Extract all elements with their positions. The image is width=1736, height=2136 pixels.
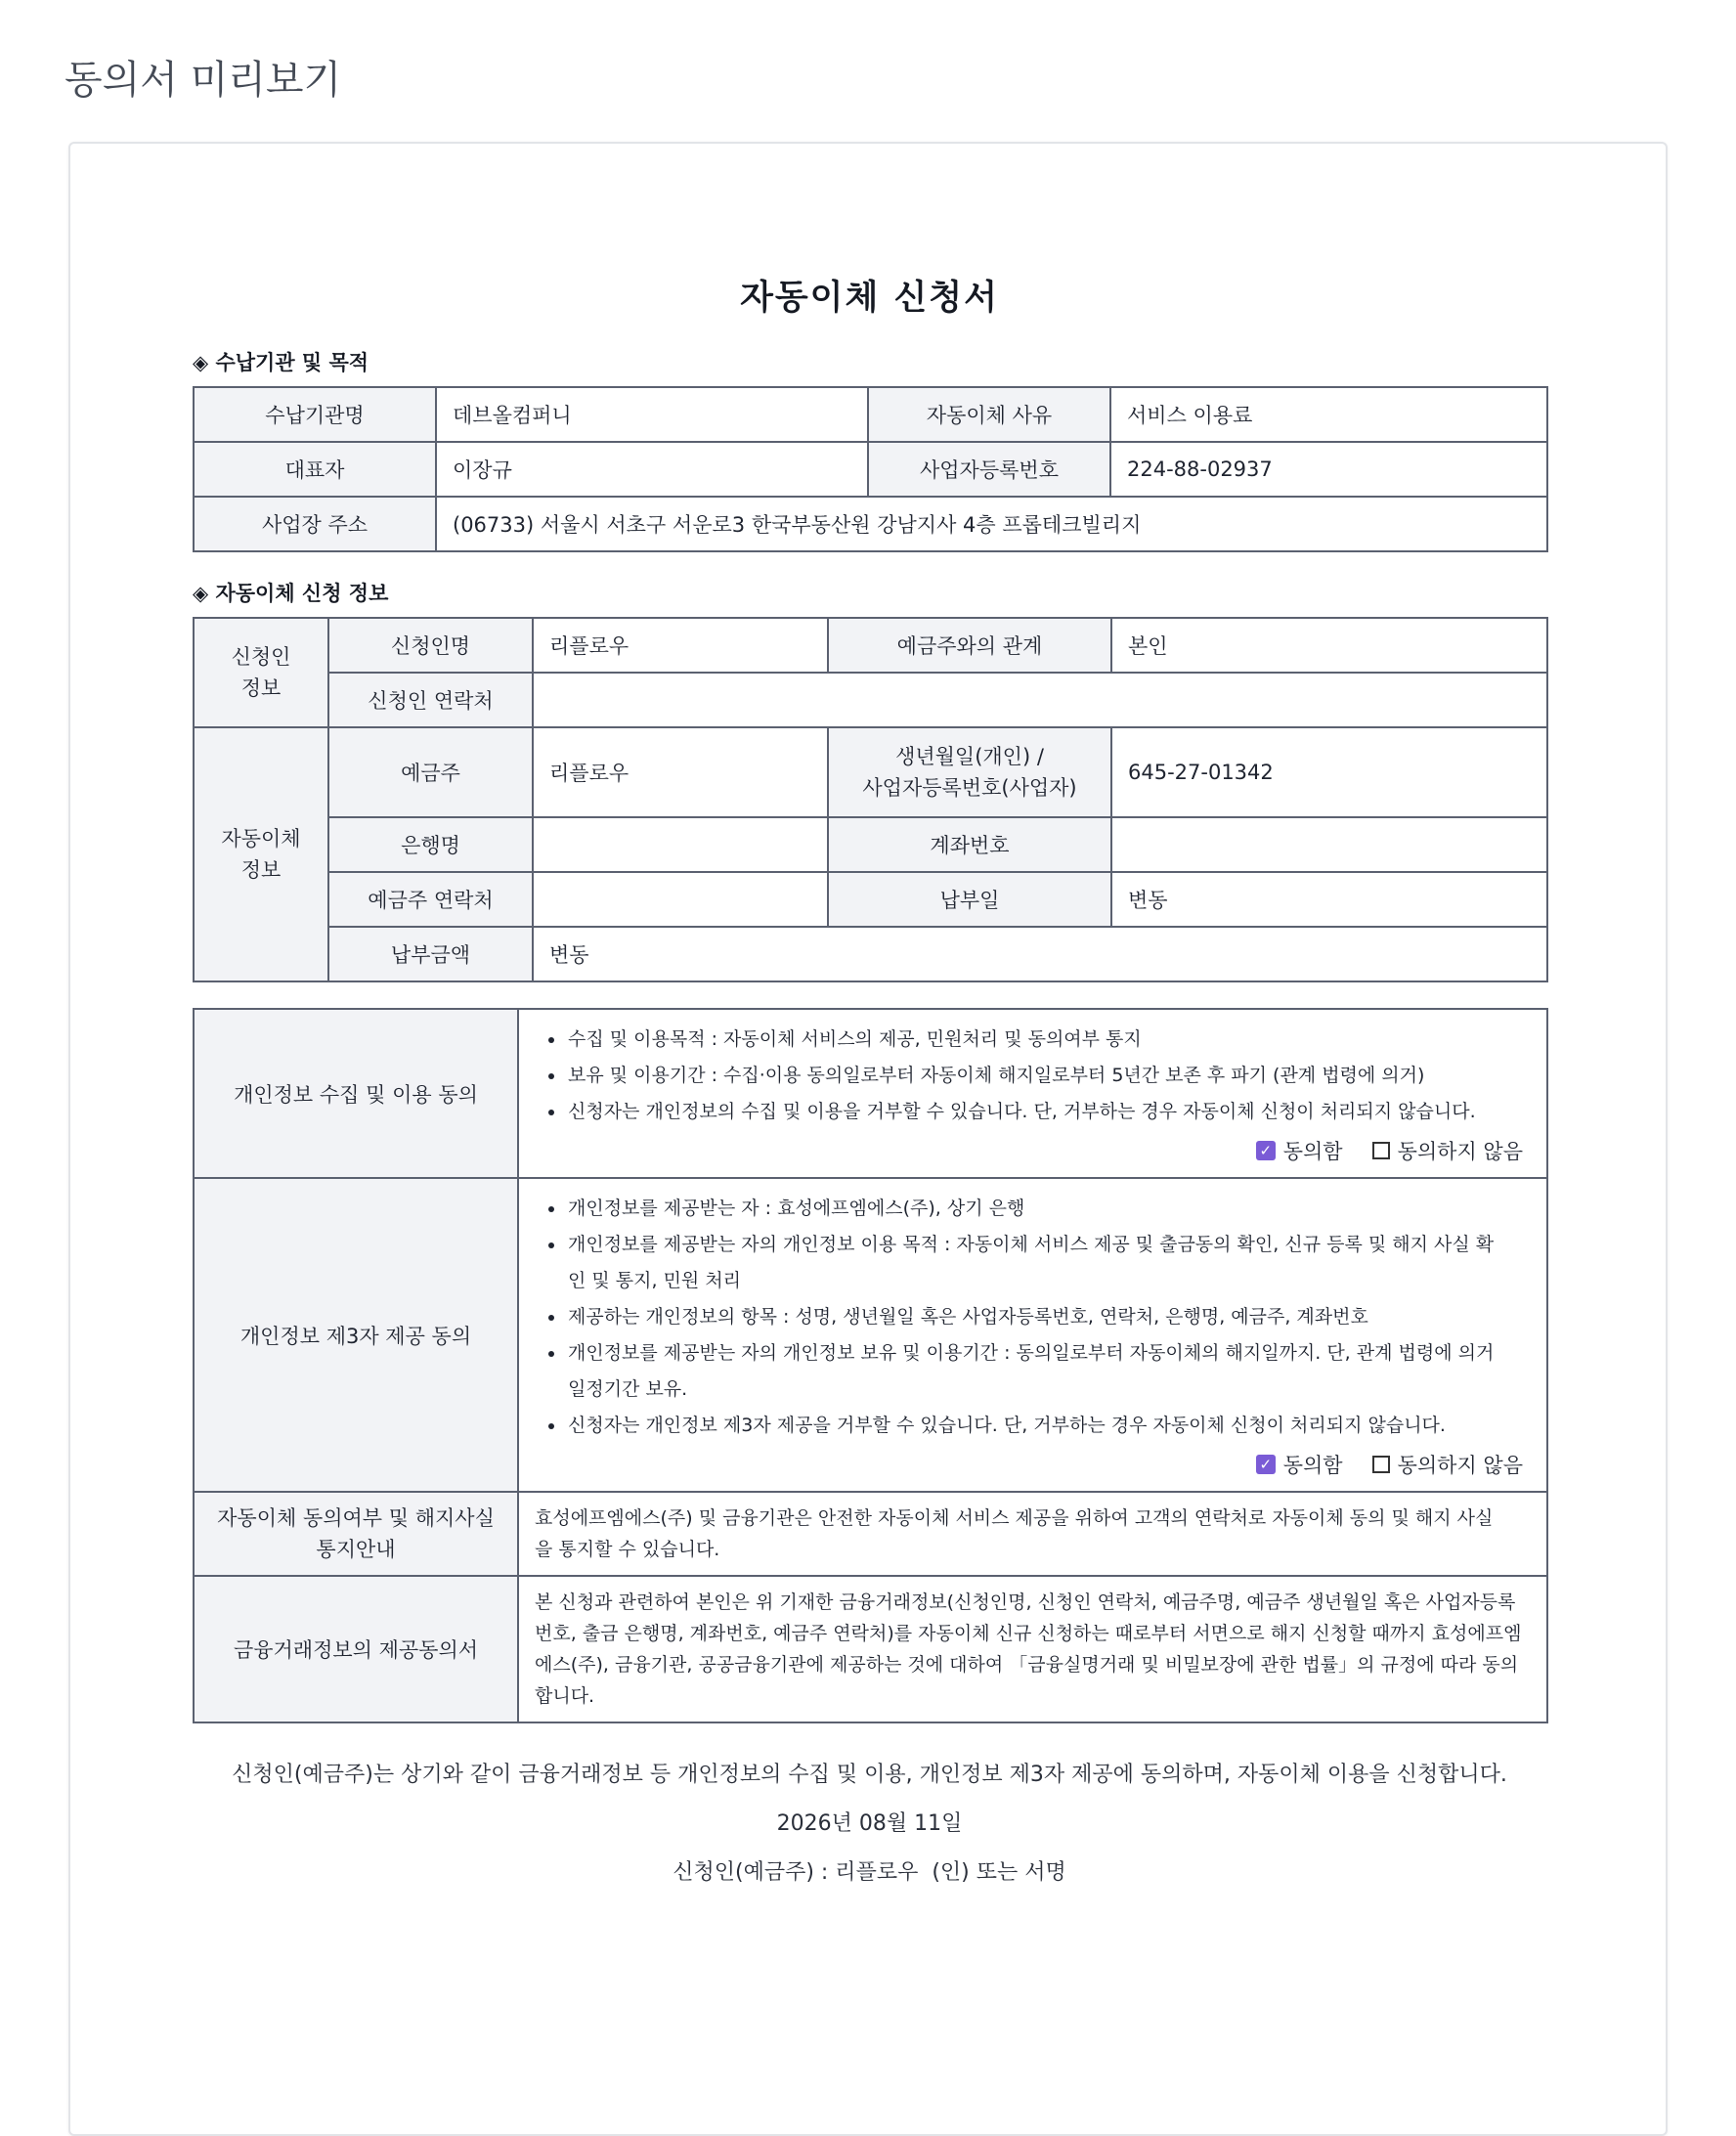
- agree-label: 동의함: [1282, 1140, 1343, 1163]
- rep-value: 이장규: [436, 442, 868, 497]
- third-party-consent-label: 개인정보 제3자 제공 동의: [194, 1178, 518, 1492]
- transfer-group-label: 자동이체 정보: [194, 727, 328, 981]
- bizno-label: 사업자등록번호: [868, 442, 1110, 497]
- section-heading-transfer: ◈ 자동이체 신청 정보: [193, 582, 389, 605]
- birth-value: 645-27-01342: [1111, 727, 1547, 817]
- amount-value: 변동: [533, 927, 1547, 981]
- finance-consent-label: 금융거래정보의 제공동의서: [194, 1576, 518, 1722]
- bank-label: 은행명: [328, 817, 533, 872]
- list-item: • 수집 및 이용목적 : 자동이체 서비스의 제공, 민원처리 및 동의여부 통지: [566, 1022, 1546, 1058]
- applicant-contact-label: 신청인 연락처: [328, 673, 533, 727]
- list-item: • 제공하는 개인정보의 항목 : 성명, 생년월일 혹은 사업자등록번호, 연락처, 은행명, 예금주, 계좌번호: [566, 1299, 1499, 1335]
- address-label: 사업장 주소: [194, 497, 436, 551]
- checkbox-checked-icon[interactable]: ✓: [1256, 1141, 1276, 1160]
- consent-preview-card: [68, 142, 1668, 2136]
- applicant-group-label: 신청인 정보: [194, 618, 328, 727]
- privacy-consent-body: [518, 1009, 1547, 1178]
- transfer-info-table: [193, 617, 1548, 982]
- pay-day-value: 변동: [1111, 872, 1547, 927]
- application-date: 2026년 08월 11일: [776, 1811, 963, 1836]
- third-party-agree-option[interactable]: [1256, 1450, 1343, 1479]
- bizno-value: 224-88-02937: [1110, 442, 1547, 497]
- list-item: • 신청자는 개인정보의 수집 및 이용을 거부할 수 있습니다. 단, 거부하는 경우 자동이체 신청이 처리되지 않습니다.: [566, 1094, 1546, 1130]
- list-item: • 신청자는 개인정보 제3자 제공을 거부할 수 있습니다. 단, 거부하는 경우 자동이체 신청이 처리되지 않습니다.: [566, 1408, 1499, 1444]
- account-label: 계좌번호: [828, 817, 1111, 872]
- signature-line: [193, 1849, 1546, 1897]
- privacy-terms-list: [535, 1010, 1546, 1136]
- birth-label: 생년월일(개인) / 사업자등록번호(사업자): [828, 727, 1111, 817]
- address-value: (06733) 서울시 서초구 서운로3 한국부동산원 강남지사 4층 프롭테크빌리지: [436, 497, 1547, 551]
- checkbox-empty-icon[interactable]: [1372, 1142, 1390, 1159]
- holder-contact-label: 예금주 연락처: [328, 872, 533, 927]
- list-item: • 개인정보를 제공받는 자의 개인정보 보유 및 이용기간 : 동의일로부터 자동이체의 해지일까지. 단, 관계 법령에 의거 일정기간 보유.: [566, 1335, 1499, 1408]
- relation-value: 본인: [1111, 618, 1547, 673]
- list-item: • 개인정보를 제공받는 자의 개인정보 이용 목적 : 자동이체 서비스 제공 및 출금동의 확인, 신규 등록 및 해지 사실 확인 및 통지, 민원 처리: [566, 1227, 1499, 1299]
- privacy-consent-label: 개인정보 수집 및 이용 동의: [194, 1009, 518, 1178]
- account-value: [1111, 817, 1547, 872]
- document-title: 자동이체 신청서: [740, 279, 999, 318]
- relation-label: 예금주와의 관계: [828, 618, 1111, 673]
- notice-body: [518, 1492, 1547, 1576]
- consent-table: [193, 1008, 1548, 1723]
- org-name-label: 수납기관명: [194, 387, 436, 442]
- holder-label: 예금주: [328, 727, 533, 817]
- privacy-agree-options: [535, 1136, 1546, 1177]
- notice-text: 효성에프엠에스(주) 및 금융기관은 안전한 자동이체 서비스 제공을 위하여 고객의 연락처로 자동이체 동의 및 해지 사실을 통지할 수 있습니다.: [535, 1507, 1494, 1560]
- disagree-label: 동의하지 않음: [1397, 1454, 1523, 1477]
- finance-consent-body: [518, 1576, 1547, 1722]
- checkbox-empty-icon[interactable]: [1372, 1456, 1390, 1473]
- disagree-label: 동의하지 않음: [1397, 1140, 1523, 1163]
- amount-label: 납부금액: [328, 927, 533, 981]
- third-party-disagree-option[interactable]: [1372, 1450, 1523, 1479]
- holder-contact-value: [533, 872, 828, 927]
- reason-label: 자동이체 사유: [868, 387, 1110, 442]
- third-party-consent-body: [518, 1178, 1547, 1492]
- reason-value: 서비스 이용료: [1110, 387, 1547, 442]
- signer-name: 신청인(예금주) : 리플로우: [673, 1860, 919, 1885]
- closing-block: [193, 1751, 1546, 1897]
- notice-label: 자동이체 동의여부 및 해지사실 통지안내: [194, 1492, 518, 1576]
- applicant-name-label: 신청인명: [328, 618, 533, 673]
- org-info-table: [193, 386, 1548, 552]
- privacy-disagree-option[interactable]: [1372, 1136, 1523, 1165]
- list-item: • 보유 및 이용기간 : 수집·이용 동의일로부터 자동이체 해지일로부터 5년간 보존 후 파기 (관계 법령에 의거): [566, 1058, 1546, 1094]
- third-party-agree-options: [535, 1450, 1546, 1491]
- finance-consent-text: 본 신청과 관련하여 본인은 위 기재한 금융거래정보(신청인명, 신청인 연락처, 예금주명, 예금주 생년월일 혹은 사업자등록번호, 출금 은행명, 계좌번호, 예금주 연락처)를 자동이체 신규 신청하는 때로부터 서면으로 해지 신청할 때까지 효성에프엠에스(주), 금융기관, 공공금융기관에 제공하는 것에 대하여 「금융실명거래 및 비밀보장에 관한 법률」의 규정에 따라 동의합니다.: [535, 1591, 1522, 1707]
- closing-statement: 신청인(예금주)는 상기와 같이 금융거래정보 등 개인정보의 수집 및 이용, 개인정보 제3자 제공에 동의하며, 자동이체 이용을 신청합니다.: [232, 1763, 1507, 1787]
- applicant-contact-value: [533, 673, 1547, 727]
- signature-mark: (인) 또는 서명: [932, 1860, 1066, 1885]
- applicant-name-value: 리플로우: [533, 618, 828, 673]
- holder-value: 리플로우: [533, 727, 828, 817]
- agree-label: 동의함: [1282, 1454, 1343, 1477]
- third-party-terms-list: [535, 1179, 1546, 1450]
- checkbox-checked-icon[interactable]: ✓: [1256, 1455, 1276, 1474]
- page-title: 동의서 미리보기: [65, 58, 342, 103]
- rep-label: 대표자: [194, 442, 436, 497]
- document-body: [193, 271, 1546, 1897]
- pay-day-label: 납부일: [828, 872, 1111, 927]
- privacy-agree-option[interactable]: [1256, 1136, 1343, 1165]
- bank-value: [533, 817, 828, 872]
- section-heading-org: ◈ 수납기관 및 목적: [193, 351, 369, 374]
- list-item: • 개인정보를 제공받는 자 : 효성에프엠에스(주), 상기 은행: [566, 1191, 1499, 1227]
- org-name-value: 데브올컴퍼니: [436, 387, 868, 442]
